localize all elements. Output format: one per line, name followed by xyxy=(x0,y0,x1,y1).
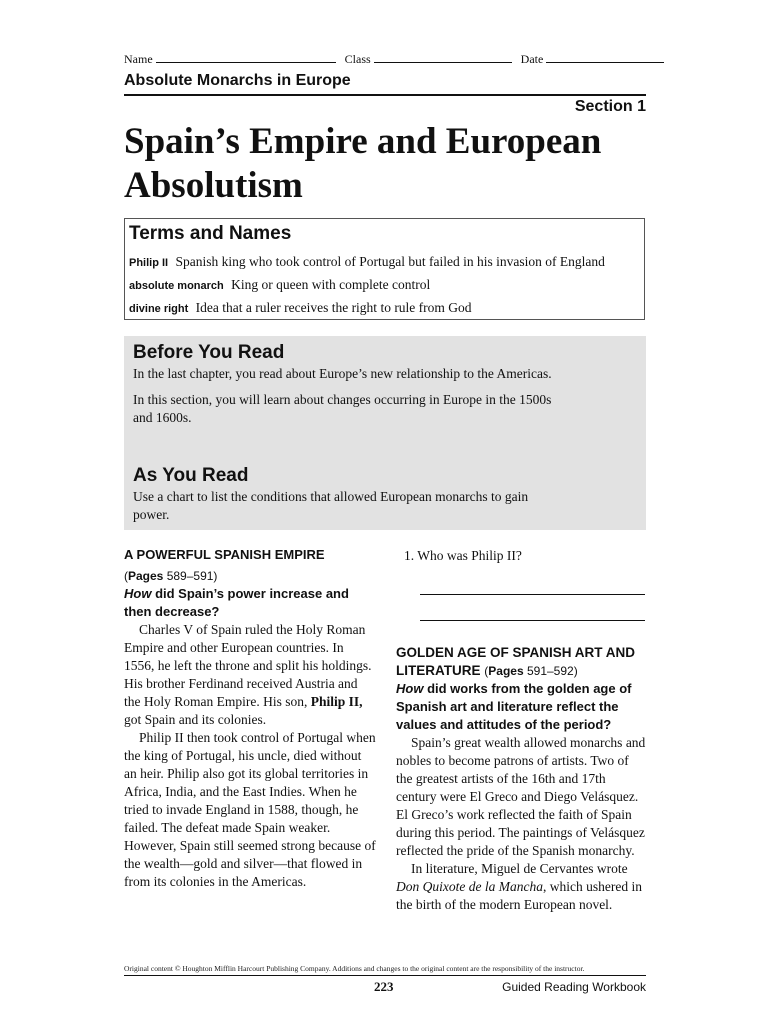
empire-paragraph-2: Philip II then took control of Portugal when the king of Portugal, his uncle, died without an heir. Philip also got its global territories in Africa, India, and the East Indies. When he tried to invade England in 1588, though, he failed. The defeat made Spain weaker. However, Spain still seemed strong because of the wealth—gold and silver—that flowed in from its colonies in the Americas. xyxy=(124,730,376,889)
date-label: Date xyxy=(520,52,544,66)
empire-p1-a: Charles V of Spain ruled the Holy Roman Empire and other European countries. In 1556, he left the throne and split his holdings. His brother Ferdinand received Austria and the Holy Roman Empire. His son, xyxy=(124,622,372,709)
terms-heading: Terms and Names xyxy=(129,223,292,244)
as-you-read-text xyxy=(133,488,563,524)
terms-box xyxy=(124,218,645,320)
term-row xyxy=(129,277,430,293)
before-you-read-heading: Before You Read xyxy=(133,342,285,363)
empire-pages: (Pages 589–591) xyxy=(124,569,218,583)
empire-body xyxy=(124,621,376,891)
pages-label: Pages xyxy=(128,569,164,583)
class-label: Class xyxy=(344,52,371,66)
pages-range: 591–592 xyxy=(526,664,574,678)
empire-heading: A POWERFUL SPANISH EMPIRE xyxy=(124,547,325,562)
golden-age-heading-text: GOLDEN AGE OF SPANISH ART AND LITERATURE xyxy=(396,645,636,678)
golden-age-paragraph-2 xyxy=(396,860,648,914)
answer-line[interactable] xyxy=(420,594,645,595)
question-rest: did Spain’s power increase and then decrease? xyxy=(124,586,349,619)
golden-age-heading: GOLDEN AGE OF SPANISH ART AND LITERATURE (Pages 591–592) xyxy=(396,645,636,678)
golden-age-p2-a: In literature, Miguel de Cervantes wrote xyxy=(411,861,628,876)
term-definition: Idea that a ruler receives the right to rule from God xyxy=(195,300,472,315)
golden-age-section xyxy=(396,644,648,914)
question-1: 1. Who was Philip II? xyxy=(404,548,522,563)
before-you-read-p1: In the last chapter, you read about Europe’s new relationship to the Americas. xyxy=(133,366,552,381)
term-row xyxy=(129,254,605,270)
term-row xyxy=(129,300,472,316)
class-blank[interactable] xyxy=(374,52,512,63)
golden-age-body xyxy=(396,734,648,914)
name-blank[interactable] xyxy=(156,52,336,63)
empire-paragraph-1 xyxy=(124,621,376,729)
date-blank[interactable] xyxy=(546,52,664,63)
header-fields xyxy=(124,52,644,67)
empire-p1-b: got Spain and its colonies. xyxy=(124,712,267,727)
term-definition: Spanish king who took control of Portugal but failed in his invasion of England xyxy=(175,254,605,269)
reading-guide-box xyxy=(124,336,646,530)
page-title-line1: Spain’s Empire and European xyxy=(124,121,602,162)
section-label: Section 1 xyxy=(574,98,646,115)
as-you-read-heading: As You Read xyxy=(133,465,249,486)
term-definition: King or queen with complete control xyxy=(231,277,431,292)
question-rest: did works from the golden age of Spanish art and literature reflect the values and attitudes of the period? xyxy=(396,681,632,732)
term-name: Philip II xyxy=(129,257,169,269)
term-name: divine right xyxy=(129,303,189,315)
term-name: absolute monarch xyxy=(129,280,224,292)
before-you-read-p2: In this section, you will learn about changes occurring in Europe in the 1500s and 1600s. xyxy=(133,392,552,425)
empire-question xyxy=(124,585,376,621)
before-you-read-text xyxy=(133,365,563,427)
copyright-note: Original content © Houghton Mifflin Harcourt Publishing Company. Additions and changes to the original content are the responsibility of the instructor. xyxy=(124,964,585,973)
empire-p1-bold: Philip II, xyxy=(310,694,363,709)
pages-label: Pages xyxy=(488,664,524,678)
golden-age-paragraph-1: Spain’s great wealth allowed monarchs and nobles to become patrons of artists. Two of the greatest artists of the 16th and 17th century were El Greco and Diego Velásquez. El Greco’s work reflected the faith of Spain during this period. The paintings of Velásquez reflected the pride of the Spanish monarchy. xyxy=(396,735,646,858)
pages-range: 589–591 xyxy=(166,569,214,583)
page-title xyxy=(124,120,654,208)
question-how: How xyxy=(124,586,152,601)
as-you-read-p1: Use a chart to list the conditions that allowed European monarchs to gain power. xyxy=(133,489,529,522)
unit-title-rule xyxy=(124,94,646,96)
empire-section xyxy=(124,546,376,891)
footer-rule xyxy=(124,975,646,976)
unit-title: Absolute Monarchs in Europe xyxy=(124,72,351,89)
page-title-line2: Absolutism xyxy=(124,165,303,206)
page-number: 223 xyxy=(374,979,394,994)
workbook-title: Guided Reading Workbook xyxy=(502,980,646,994)
question-how: How xyxy=(396,681,424,696)
answer-line[interactable] xyxy=(420,620,645,621)
name-label: Name xyxy=(124,52,153,66)
golden-age-question xyxy=(396,680,648,734)
book-title: Don Quixote de la Mancha xyxy=(396,879,543,894)
golden-age-p2-b: , which ushered in the birth of the modern European novel. xyxy=(396,879,642,912)
